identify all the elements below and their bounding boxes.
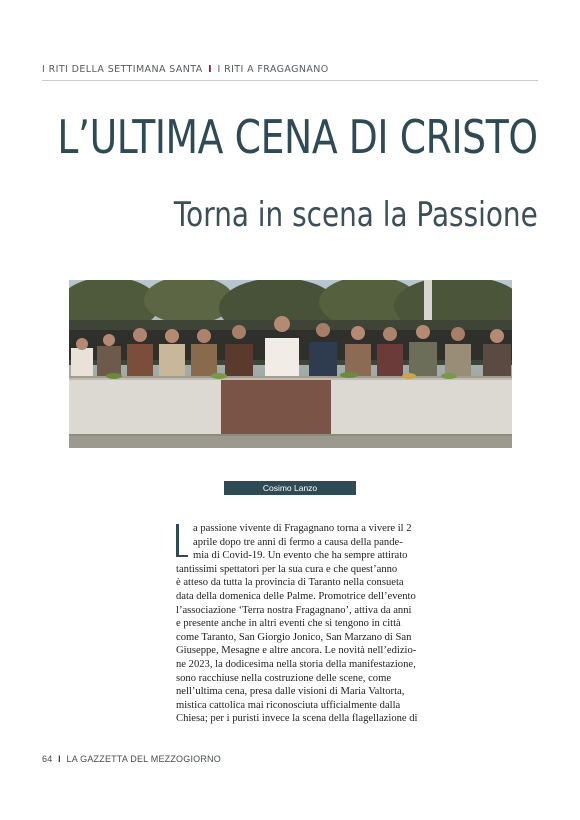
header-rule [42, 80, 538, 81]
body-line: Chiesa; per i puristi invece la scena della flagellazione di [176, 713, 418, 725]
body-line: e presente anche in altri eventi che si tengono in città [176, 618, 401, 630]
body-line: l’associazione ‘Terra nostra Fragagnano’, attiva da anni [176, 604, 412, 616]
section-separator: I [208, 64, 213, 75]
body-line: mia di Covid-19. Un evento che ha sempre attirato [193, 550, 408, 562]
body-line: Giuseppe, Mesagne e altre ancora. Le novità nell’edizio- [176, 645, 417, 657]
article-body [176, 522, 416, 726]
body-line: aprile dopo tre anni di fermo a causa della pande- [193, 536, 403, 548]
body-line: mistica cattolica mai riconosciuta ufficialmente dalla [176, 699, 401, 711]
body-line: come Taranto, San Giorgio Jonico, San Marzano di San [176, 631, 412, 643]
body-line: a passione vivente di Fragagnano torna a vivere il 2 [193, 523, 412, 534]
last-supper-photo [69, 280, 512, 448]
section-kicker [42, 64, 329, 75]
body-line: nell’ultima cena, presa dalle visioni di Maria Valtorta, [176, 686, 405, 698]
section-name: I RITI DELLA SETTIMANA SANTA [42, 64, 203, 75]
footer-separator: I [58, 754, 61, 764]
body-line: ne 2023, la dodicesima nella storia della manifestazione, [176, 658, 416, 670]
page-footer [42, 754, 221, 764]
body-line: data della domenica delle Palme. Promotrice dell’evento [176, 590, 416, 602]
body-line: sono racchiuse nella costruzione delle scene, come [176, 672, 392, 684]
article-title: L’ULTIMA CENA DI CRISTO [57, 110, 538, 164]
drop-cap-l [176, 524, 188, 557]
publication-name: LA GAZZETTA DEL MEZZOGIORNO [66, 754, 221, 764]
body-line: tantissimi spettatori per la sua cura e che quest’anno [176, 563, 398, 575]
author-byline: Cosimo Lanzo [224, 481, 356, 495]
subsection-name: I RITI A FRAGAGNANO [217, 64, 329, 75]
article-subtitle: Torna in scena la Passione [174, 195, 538, 235]
page-number: 64 [42, 754, 53, 764]
body-line: è atteso da tutta la provincia di Taranto nella consueta [176, 577, 404, 589]
